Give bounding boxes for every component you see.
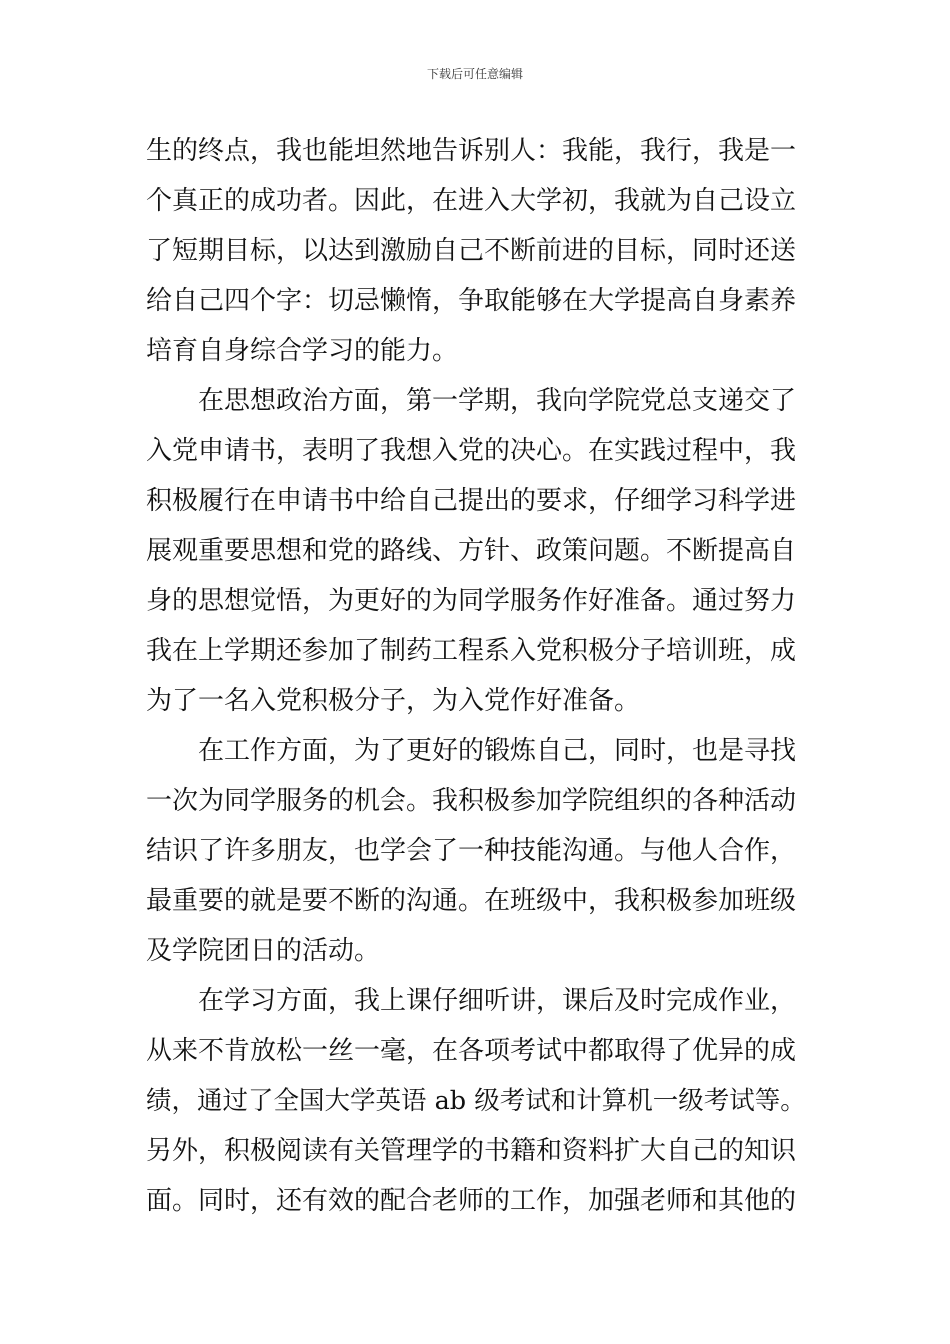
- text-line: 我在上学期还参加了制药工程系入党积极分子培训班，成: [146, 636, 797, 666]
- text-line: 给自己四个字：切忌懒惰，争取能够在大学提高自身素养: [146, 286, 797, 316]
- text-line: 个真正的成功者。因此，在进入大学初，我就为自己设立: [146, 186, 797, 216]
- page-header: 下载后可任意编辑: [426, 67, 523, 81]
- text-line: 生的终点，我也能坦然地告诉别人：我能，我行，我是一: [146, 136, 797, 166]
- text-line: 在工作方面，为了更好的锻炼自己，同时，也是寻找: [198, 736, 797, 766]
- text-line: 积极履行在申请书中给自己提出的要求，仔细学习科学进: [146, 486, 797, 516]
- text-line: 最重要的就是要不断的沟通。在班级中，我积极参加班级: [146, 886, 797, 916]
- text-line: 在思想政治方面，第一学期，我向学院党总支递交了: [198, 386, 797, 416]
- text-line: 另外，积极阅读有关管理学的书籍和资料扩大自己的知识: [146, 1136, 797, 1166]
- text-line: 结识了许多朋友，也学会了一种技能沟通。与他人合作，: [146, 836, 797, 866]
- text-line: 在学习方面，我上课仔细听讲，课后及时完成作业，: [198, 986, 797, 1016]
- text-line: 面。同时，还有效的配合老师的工作，加强老师和其他的: [146, 1186, 797, 1216]
- text-line: 及学院团日的活动。: [146, 936, 381, 966]
- text-line: 从来不肯放松一丝一毫，在各项考试中都取得了优异的成: [146, 1036, 797, 1066]
- text-line: 了短期目标，以达到激励自己不断前进的目标，同时还送: [146, 236, 797, 266]
- document-body: [146, 126, 808, 1226]
- text-line: 一次为同学服务的机会。我积极参加学院组织的各种活动: [146, 786, 797, 816]
- text-line: 绩，通过了全国大学英语 ab 级考试和计算机一级考试等。: [146, 1086, 806, 1116]
- text-line: 培育自身综合学习的能力。: [146, 336, 459, 366]
- text-line: 身的思想觉悟，为更好的为同学服务作好准备。通过努力: [146, 586, 797, 616]
- text-line: 展观重要思想和党的路线、方针、政策问题。不断提高自: [146, 536, 797, 566]
- text-line: 为了一名入党积极分子，为入党作好准备。: [146, 686, 641, 716]
- text-line: 入党申请书，表明了我想入党的决心。在实践过程中，我: [146, 436, 797, 466]
